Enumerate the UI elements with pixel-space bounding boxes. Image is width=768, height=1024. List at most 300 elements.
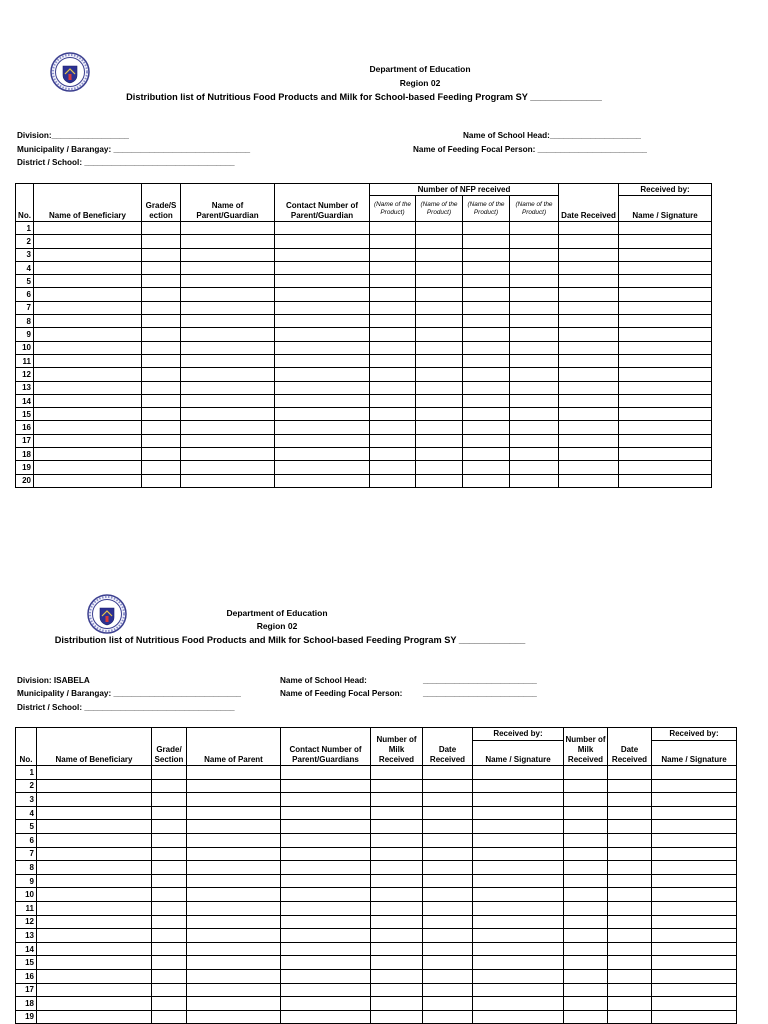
table-cell[interactable] <box>187 779 281 793</box>
table-cell[interactable] <box>370 341 416 354</box>
table-cell[interactable] <box>275 461 370 474</box>
table-cell[interactable] <box>510 461 559 474</box>
table-cell[interactable] <box>142 261 181 274</box>
table-cell[interactable] <box>34 461 142 474</box>
table-cell[interactable] <box>473 1010 564 1024</box>
table-cell[interactable] <box>275 448 370 461</box>
table-cell[interactable] <box>371 1010 423 1024</box>
table-cell[interactable] <box>152 874 187 888</box>
table-cell[interactable] <box>564 833 608 847</box>
table-cell[interactable] <box>152 861 187 875</box>
table-cell[interactable] <box>608 874 652 888</box>
table-cell[interactable] <box>142 341 181 354</box>
table-cell[interactable] <box>559 235 619 248</box>
table-cell[interactable] <box>463 368 510 381</box>
table-cell[interactable] <box>370 288 416 301</box>
table-cell[interactable] <box>619 261 712 274</box>
table-cell[interactable] <box>181 315 275 328</box>
table-cell[interactable] <box>619 248 712 261</box>
table-cell[interactable] <box>281 766 371 780</box>
table-cell[interactable] <box>37 888 152 902</box>
table-cell[interactable] <box>473 847 564 861</box>
table-cell[interactable] <box>275 381 370 394</box>
table-cell[interactable] <box>142 222 181 235</box>
table-cell[interactable] <box>510 394 559 407</box>
table-cell[interactable] <box>37 779 152 793</box>
table-cell[interactable] <box>371 901 423 915</box>
table-cell[interactable] <box>559 448 619 461</box>
table-cell[interactable] <box>473 833 564 847</box>
table-cell[interactable] <box>564 901 608 915</box>
table-cell[interactable] <box>559 288 619 301</box>
table-cell[interactable] <box>371 861 423 875</box>
table-cell[interactable] <box>371 874 423 888</box>
table-cell[interactable] <box>371 779 423 793</box>
table-cell[interactable] <box>37 997 152 1011</box>
table-cell[interactable] <box>564 806 608 820</box>
table-cell[interactable] <box>423 779 473 793</box>
table-cell[interactable] <box>34 315 142 328</box>
table-cell[interactable] <box>371 956 423 970</box>
table-cell[interactable] <box>142 461 181 474</box>
table-cell[interactable] <box>142 301 181 314</box>
table-cell[interactable] <box>142 434 181 447</box>
table-cell[interactable] <box>564 969 608 983</box>
table-cell[interactable] <box>370 222 416 235</box>
table-cell[interactable] <box>34 261 142 274</box>
table-cell[interactable] <box>619 341 712 354</box>
table-cell[interactable] <box>619 474 712 487</box>
table-cell[interactable] <box>423 766 473 780</box>
table-cell[interactable] <box>619 421 712 434</box>
table-cell[interactable] <box>152 956 187 970</box>
table-cell[interactable] <box>473 956 564 970</box>
table-cell[interactable] <box>37 820 152 834</box>
table-cell[interactable] <box>371 915 423 929</box>
table-cell[interactable] <box>423 997 473 1011</box>
table-cell[interactable] <box>187 983 281 997</box>
table-cell[interactable] <box>37 874 152 888</box>
table-cell[interactable] <box>187 901 281 915</box>
school-head-field[interactable]: _________________________ <box>423 676 537 685</box>
table-cell[interactable] <box>187 806 281 820</box>
table-cell[interactable] <box>416 288 463 301</box>
table-cell[interactable] <box>564 820 608 834</box>
table-cell[interactable] <box>281 942 371 956</box>
table-cell[interactable] <box>608 929 652 943</box>
table-cell[interactable] <box>152 915 187 929</box>
table-cell[interactable] <box>281 861 371 875</box>
table-cell[interactable] <box>423 793 473 807</box>
table-cell[interactable] <box>652 983 737 997</box>
table-cell[interactable] <box>510 421 559 434</box>
table-cell[interactable] <box>473 997 564 1011</box>
table-cell[interactable] <box>142 474 181 487</box>
table-cell[interactable] <box>559 461 619 474</box>
table-cell[interactable] <box>142 248 181 261</box>
table-cell[interactable] <box>463 461 510 474</box>
table-cell[interactable] <box>463 448 510 461</box>
table-cell[interactable] <box>142 288 181 301</box>
table-cell[interactable] <box>370 421 416 434</box>
table-cell[interactable] <box>371 969 423 983</box>
table-cell[interactable] <box>619 368 712 381</box>
table-cell[interactable] <box>34 421 142 434</box>
table-cell[interactable] <box>275 368 370 381</box>
table-cell[interactable] <box>608 888 652 902</box>
table-cell[interactable] <box>187 969 281 983</box>
table-cell[interactable] <box>652 929 737 943</box>
table-cell[interactable] <box>619 394 712 407</box>
table-cell[interactable] <box>510 448 559 461</box>
table-cell[interactable] <box>187 997 281 1011</box>
table-cell[interactable] <box>181 408 275 421</box>
table-cell[interactable] <box>34 301 142 314</box>
table-cell[interactable] <box>619 461 712 474</box>
table-cell[interactable] <box>371 983 423 997</box>
table-cell[interactable] <box>152 929 187 943</box>
table-cell[interactable] <box>652 997 737 1011</box>
division-field[interactable]: Division: ISABELA <box>17 676 90 685</box>
table-cell[interactable] <box>370 354 416 367</box>
table-cell[interactable] <box>37 942 152 956</box>
table-cell[interactable] <box>416 222 463 235</box>
table-cell[interactable] <box>473 888 564 902</box>
table-cell[interactable] <box>275 474 370 487</box>
table-cell[interactable] <box>564 942 608 956</box>
table-cell[interactable] <box>510 341 559 354</box>
table-cell[interactable] <box>510 354 559 367</box>
table-cell[interactable] <box>416 408 463 421</box>
table-cell[interactable] <box>181 275 275 288</box>
table-cell[interactable] <box>564 766 608 780</box>
table-cell[interactable] <box>181 421 275 434</box>
table-cell[interactable] <box>34 248 142 261</box>
table-cell[interactable] <box>416 434 463 447</box>
table-cell[interactable] <box>142 448 181 461</box>
table-cell[interactable] <box>463 474 510 487</box>
table-cell[interactable] <box>187 861 281 875</box>
table-cell[interactable] <box>281 901 371 915</box>
table-cell[interactable] <box>275 248 370 261</box>
table-cell[interactable] <box>275 341 370 354</box>
table-cell[interactable] <box>423 969 473 983</box>
table-cell[interactable] <box>473 915 564 929</box>
municipality-field[interactable]: Municipality / Barangay: ______________________________ <box>17 145 251 154</box>
table-cell[interactable] <box>608 915 652 929</box>
table-cell[interactable] <box>416 461 463 474</box>
table-cell[interactable] <box>37 806 152 820</box>
table-cell[interactable] <box>152 793 187 807</box>
table-cell[interactable] <box>152 779 187 793</box>
table-cell[interactable] <box>416 421 463 434</box>
table-cell[interactable] <box>463 421 510 434</box>
table-cell[interactable] <box>608 779 652 793</box>
table-cell[interactable] <box>281 929 371 943</box>
division-field[interactable]: Division:_________________ <box>17 131 129 140</box>
table-cell[interactable] <box>652 969 737 983</box>
table-cell[interactable] <box>371 833 423 847</box>
table-cell[interactable] <box>416 474 463 487</box>
table-cell[interactable] <box>281 915 371 929</box>
table-cell[interactable] <box>564 861 608 875</box>
table-cell[interactable] <box>608 1010 652 1024</box>
table-cell[interactable] <box>608 833 652 847</box>
table-cell[interactable] <box>619 434 712 447</box>
table-cell[interactable] <box>281 969 371 983</box>
table-cell[interactable] <box>652 942 737 956</box>
table-cell[interactable] <box>416 394 463 407</box>
table-cell[interactable] <box>142 328 181 341</box>
table-cell[interactable] <box>181 368 275 381</box>
table-cell[interactable] <box>152 942 187 956</box>
table-cell[interactable] <box>619 408 712 421</box>
table-cell[interactable] <box>416 381 463 394</box>
table-cell[interactable] <box>423 1010 473 1024</box>
table-cell[interactable] <box>559 474 619 487</box>
table-cell[interactable] <box>275 275 370 288</box>
table-cell[interactable] <box>187 942 281 956</box>
table-cell[interactable] <box>152 766 187 780</box>
table-cell[interactable] <box>652 766 737 780</box>
table-cell[interactable] <box>187 929 281 943</box>
table-cell[interactable] <box>37 833 152 847</box>
table-cell[interactable] <box>559 421 619 434</box>
table-cell[interactable] <box>370 328 416 341</box>
table-cell[interactable] <box>416 354 463 367</box>
table-cell[interactable] <box>564 1010 608 1024</box>
table-cell[interactable] <box>619 235 712 248</box>
table-cell[interactable] <box>510 368 559 381</box>
table-cell[interactable] <box>37 983 152 997</box>
table-cell[interactable] <box>370 461 416 474</box>
table-cell[interactable] <box>152 847 187 861</box>
table-cell[interactable] <box>370 434 416 447</box>
table-cell[interactable] <box>187 793 281 807</box>
table-cell[interactable] <box>37 793 152 807</box>
table-cell[interactable] <box>181 328 275 341</box>
table-cell[interactable] <box>181 354 275 367</box>
table-cell[interactable] <box>564 779 608 793</box>
table-cell[interactable] <box>608 847 652 861</box>
table-cell[interactable] <box>371 806 423 820</box>
table-cell[interactable] <box>564 874 608 888</box>
table-cell[interactable] <box>652 847 737 861</box>
table-cell[interactable] <box>371 766 423 780</box>
table-cell[interactable] <box>423 806 473 820</box>
table-cell[interactable] <box>152 997 187 1011</box>
table-cell[interactable] <box>181 448 275 461</box>
table-cell[interactable] <box>473 793 564 807</box>
table-cell[interactable] <box>181 394 275 407</box>
table-cell[interactable] <box>473 861 564 875</box>
table-cell[interactable] <box>463 261 510 274</box>
table-cell[interactable] <box>473 901 564 915</box>
table-cell[interactable] <box>652 956 737 970</box>
table-cell[interactable] <box>608 956 652 970</box>
table-cell[interactable] <box>275 222 370 235</box>
table-cell[interactable] <box>463 394 510 407</box>
table-cell[interactable] <box>619 448 712 461</box>
table-cell[interactable] <box>473 969 564 983</box>
table-cell[interactable] <box>281 997 371 1011</box>
table-cell[interactable] <box>652 888 737 902</box>
table-cell[interactable] <box>510 301 559 314</box>
table-cell[interactable] <box>142 354 181 367</box>
table-cell[interactable] <box>187 915 281 929</box>
table-cell[interactable] <box>34 381 142 394</box>
table-cell[interactable] <box>181 235 275 248</box>
table-cell[interactable] <box>187 847 281 861</box>
table-cell[interactable] <box>275 408 370 421</box>
table-cell[interactable] <box>37 956 152 970</box>
table-cell[interactable] <box>423 847 473 861</box>
table-cell[interactable] <box>187 820 281 834</box>
table-cell[interactable] <box>142 381 181 394</box>
table-cell[interactable] <box>652 915 737 929</box>
district-school-field[interactable]: District / School: _________________________________ <box>17 703 235 712</box>
table-cell[interactable] <box>423 929 473 943</box>
table-cell[interactable] <box>275 261 370 274</box>
table-cell[interactable] <box>559 381 619 394</box>
table-cell[interactable] <box>37 847 152 861</box>
table-cell[interactable] <box>416 235 463 248</box>
table-cell[interactable] <box>564 983 608 997</box>
table-cell[interactable] <box>510 275 559 288</box>
table-cell[interactable] <box>652 820 737 834</box>
table-cell[interactable] <box>34 474 142 487</box>
table-cell[interactable] <box>152 806 187 820</box>
table-cell[interactable] <box>281 1010 371 1024</box>
table-cell[interactable] <box>423 820 473 834</box>
table-cell[interactable] <box>608 997 652 1011</box>
table-cell[interactable] <box>463 328 510 341</box>
table-cell[interactable] <box>187 888 281 902</box>
table-cell[interactable] <box>473 820 564 834</box>
table-cell[interactable] <box>34 448 142 461</box>
table-cell[interactable] <box>416 248 463 261</box>
table-cell[interactable] <box>181 261 275 274</box>
table-cell[interactable] <box>559 328 619 341</box>
school-head-field[interactable]: Name of School Head:____________________ <box>463 131 641 140</box>
table-cell[interactable] <box>187 956 281 970</box>
table-cell[interactable] <box>608 861 652 875</box>
table-cell[interactable] <box>371 942 423 956</box>
table-cell[interactable] <box>142 315 181 328</box>
table-cell[interactable] <box>463 248 510 261</box>
table-cell[interactable] <box>423 833 473 847</box>
table-cell[interactable] <box>510 408 559 421</box>
table-cell[interactable] <box>559 368 619 381</box>
table-cell[interactable] <box>619 328 712 341</box>
table-cell[interactable] <box>416 261 463 274</box>
table-cell[interactable] <box>181 222 275 235</box>
table-cell[interactable] <box>370 408 416 421</box>
table-cell[interactable] <box>371 847 423 861</box>
table-cell[interactable] <box>559 354 619 367</box>
table-cell[interactable] <box>371 888 423 902</box>
table-cell[interactable] <box>281 833 371 847</box>
table-cell[interactable] <box>463 301 510 314</box>
table-cell[interactable] <box>510 222 559 235</box>
table-cell[interactable] <box>34 394 142 407</box>
table-cell[interactable] <box>416 328 463 341</box>
table-cell[interactable] <box>510 235 559 248</box>
table-cell[interactable] <box>281 874 371 888</box>
table-cell[interactable] <box>652 833 737 847</box>
table-cell[interactable] <box>619 275 712 288</box>
table-cell[interactable] <box>559 394 619 407</box>
table-cell[interactable] <box>371 793 423 807</box>
table-cell[interactable] <box>423 942 473 956</box>
table-cell[interactable] <box>275 354 370 367</box>
table-cell[interactable] <box>463 354 510 367</box>
table-cell[interactable] <box>416 301 463 314</box>
table-cell[interactable] <box>564 847 608 861</box>
table-cell[interactable] <box>608 969 652 983</box>
table-cell[interactable] <box>652 779 737 793</box>
table-cell[interactable] <box>370 368 416 381</box>
table-cell[interactable] <box>423 861 473 875</box>
table-cell[interactable] <box>608 806 652 820</box>
municipality-field[interactable]: Municipality / Barangay: ____________________________ <box>17 689 241 698</box>
table-cell[interactable] <box>510 315 559 328</box>
table-cell[interactable] <box>181 461 275 474</box>
table-cell[interactable] <box>281 956 371 970</box>
table-cell[interactable] <box>652 861 737 875</box>
table-cell[interactable] <box>608 983 652 997</box>
table-cell[interactable] <box>152 820 187 834</box>
table-cell[interactable] <box>559 275 619 288</box>
table-cell[interactable] <box>473 983 564 997</box>
table-cell[interactable] <box>34 368 142 381</box>
table-cell[interactable] <box>281 779 371 793</box>
table-cell[interactable] <box>152 901 187 915</box>
table-cell[interactable] <box>34 434 142 447</box>
table-cell[interactable] <box>152 983 187 997</box>
table-cell[interactable] <box>37 915 152 929</box>
table-cell[interactable] <box>275 394 370 407</box>
table-cell[interactable] <box>181 434 275 447</box>
table-cell[interactable] <box>619 288 712 301</box>
table-cell[interactable] <box>608 901 652 915</box>
focal-person-field[interactable]: Name of Feeding Focal Person: ________________________ <box>413 145 647 154</box>
table-cell[interactable] <box>37 969 152 983</box>
table-cell[interactable] <box>37 766 152 780</box>
table-cell[interactable] <box>423 956 473 970</box>
table-cell[interactable] <box>564 793 608 807</box>
table-cell[interactable] <box>619 381 712 394</box>
table-cell[interactable] <box>608 766 652 780</box>
table-cell[interactable] <box>152 888 187 902</box>
table-cell[interactable] <box>463 381 510 394</box>
table-cell[interactable] <box>619 301 712 314</box>
table-cell[interactable] <box>510 248 559 261</box>
table-cell[interactable] <box>281 983 371 997</box>
table-cell[interactable] <box>370 301 416 314</box>
table-cell[interactable] <box>187 833 281 847</box>
table-cell[interactable] <box>181 248 275 261</box>
table-cell[interactable] <box>619 222 712 235</box>
table-cell[interactable] <box>463 408 510 421</box>
table-cell[interactable] <box>416 341 463 354</box>
focal-person-field[interactable]: _________________________ <box>423 689 537 698</box>
table-cell[interactable] <box>463 434 510 447</box>
table-cell[interactable] <box>370 248 416 261</box>
table-cell[interactable] <box>559 434 619 447</box>
table-cell[interactable] <box>142 275 181 288</box>
table-cell[interactable] <box>463 222 510 235</box>
